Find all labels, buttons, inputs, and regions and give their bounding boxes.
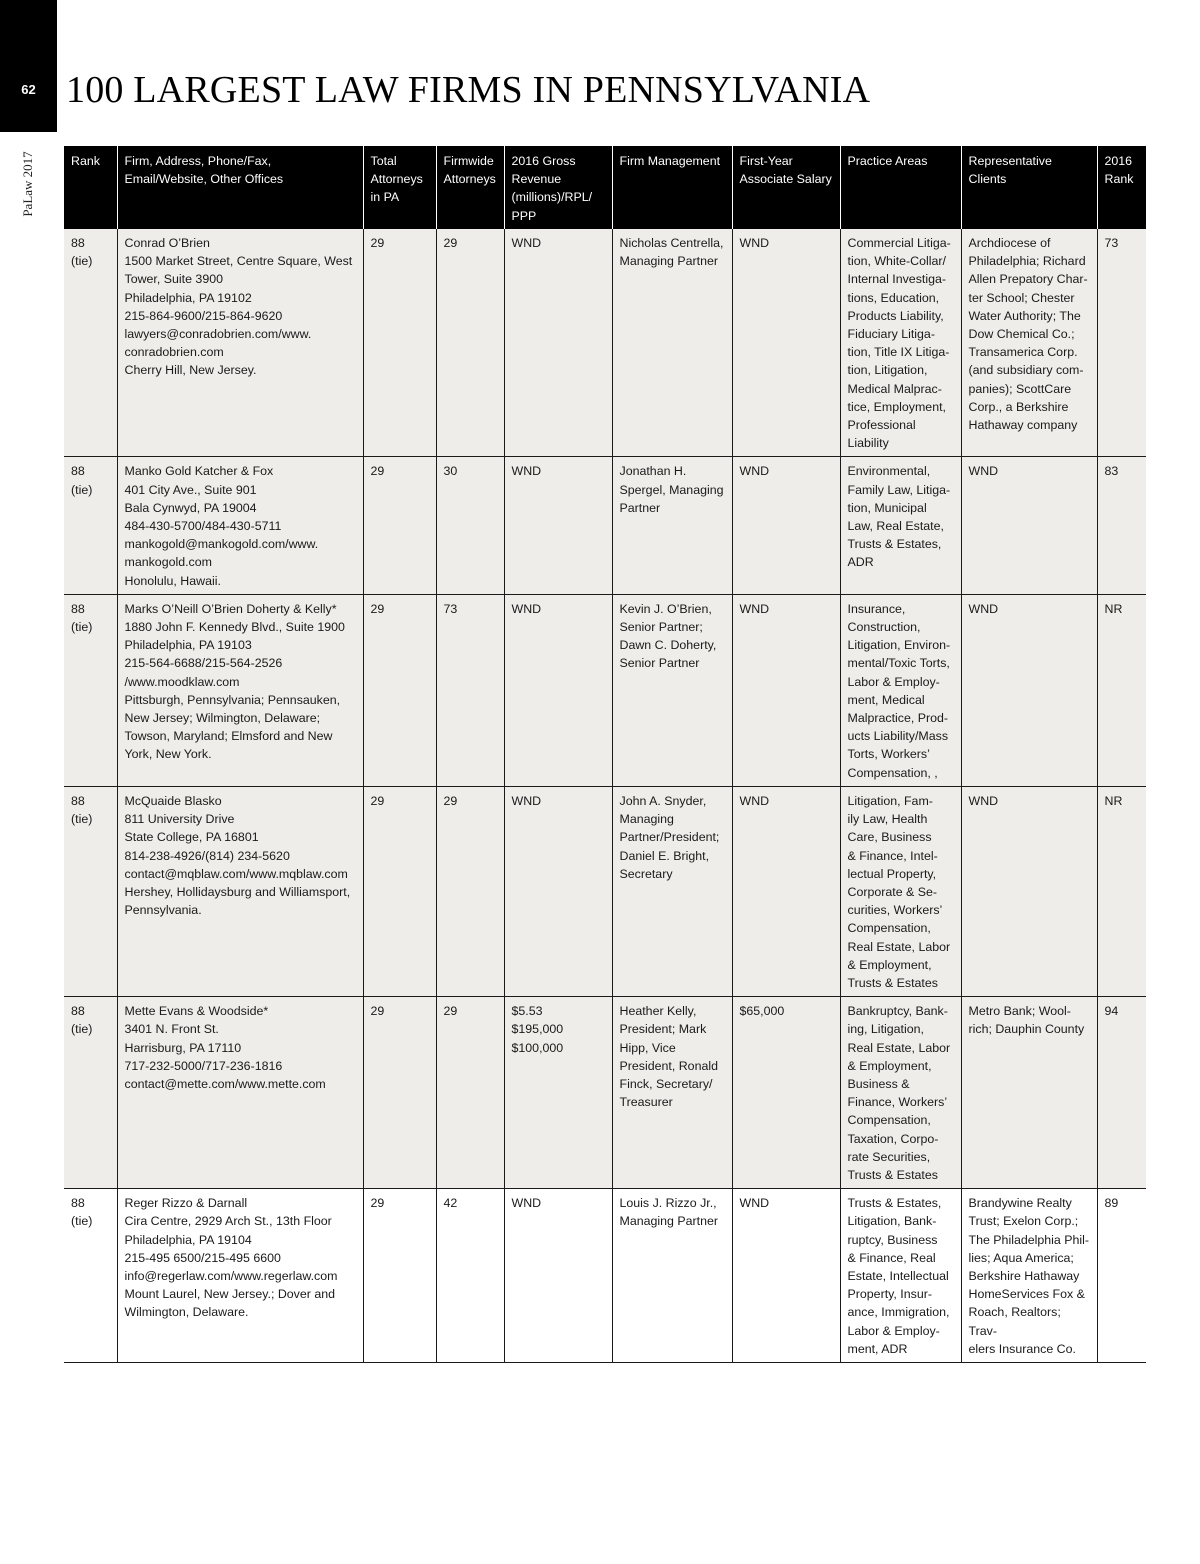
cell-rank: 88 (tie)	[64, 1189, 117, 1363]
cell-total-attorneys: 29	[363, 997, 436, 1189]
cell-practice-areas: Insurance, Construction, Litigation, Environ- mental/Toxic Torts, Labor & Employ- ment, Medical Malpractice, Prod- ucts Liability/Mass Torts, Workers’ Compensation, ,	[840, 594, 961, 786]
cell-firmwide-attorneys: 29	[436, 997, 504, 1189]
cell-total-attorneys: 29	[363, 229, 436, 457]
cell-associate-salary: WND	[732, 594, 840, 786]
page-number-tab	[0, 0, 57, 132]
cell-2016-rank: 94	[1097, 997, 1146, 1189]
cell-gross-revenue: WND	[504, 786, 612, 996]
cell-firmwide-attorneys: 29	[436, 229, 504, 457]
cell-firm: McQuaide Blasko 811 University Drive State College, PA 16801 814-238-4926/(814) 234-5620 contact@mqblaw.com/www.mqblaw.com Hershey, Hollidaysburg and Williamsport, Pennsylvania.	[117, 786, 363, 996]
page-title: 100 LARGEST LAW FIRMS IN PENNSYLVANIA	[66, 69, 871, 111]
publication-side-label: PaLaw 2017	[20, 151, 35, 217]
law-firms-table	[64, 146, 1146, 1363]
table-row	[64, 457, 1146, 594]
cell-firm: Marks O’Neill O’Brien Doherty & Kelly* 1880 John F. Kennedy Blvd., Suite 1900 Philadelphia, PA 19103 215-564-6688/215-564-2526 /www.moodklaw.com Pittsburgh, Pennsylvania; Pennsauken, New Jersey; Wilmington, Delaware; Towson, Maryland; Elmsford and New York, New York.	[117, 594, 363, 786]
cell-total-attorneys: 29	[363, 786, 436, 996]
header-practice-areas: Practice Areas	[840, 146, 961, 229]
cell-total-attorneys: 29	[363, 457, 436, 594]
cell-rank: 88 (tie)	[64, 457, 117, 594]
cell-practice-areas: Bankruptcy, Bank- ing, Litigation, Real Estate, Labor & Employment, Business & Finance, Workers’ Compensation, Taxation, Corpo- rate Securities, Trusts & Estates	[840, 997, 961, 1189]
header-rank: Rank	[64, 146, 117, 229]
cell-representative-clients: WND	[961, 594, 1097, 786]
cell-firmwide-attorneys: 29	[436, 786, 504, 996]
cell-2016-rank: 73	[1097, 229, 1146, 457]
cell-associate-salary: $65,000	[732, 997, 840, 1189]
header-firm: Firm, Address, Phone/Fax, Email/Website, Other Offices	[117, 146, 363, 229]
table-header-row	[64, 146, 1146, 229]
cell-firm-management: Nicholas Centrella, Managing Partner	[612, 229, 732, 457]
cell-representative-clients: WND	[961, 457, 1097, 594]
cell-gross-revenue: WND	[504, 594, 612, 786]
header-representative-clients: Representative Clients	[961, 146, 1097, 229]
cell-practice-areas: Litigation, Fam- ily Law, Health Care, Business & Finance, Intel- lectual Property, Corporate & Se- curities, Workers’ Compensation, Real Estate, Labor & Employment, Trusts & Estates	[840, 786, 961, 996]
cell-firm-management: Kevin J. O’Brien, Senior Partner; Dawn C. Doherty, Senior Partner	[612, 594, 732, 786]
cell-2016-rank: 89	[1097, 1189, 1146, 1363]
cell-firm: Manko Gold Katcher & Fox 401 City Ave., Suite 901 Bala Cynwyd, PA 19004 484-430-5700/484-430-5711 mankogold@mankogold.com/www. mankogold.com Honolulu, Hawaii.	[117, 457, 363, 594]
cell-gross-revenue: WND	[504, 229, 612, 457]
cell-associate-salary: WND	[732, 457, 840, 594]
cell-gross-revenue: WND	[504, 457, 612, 594]
cell-rank: 88 (tie)	[64, 997, 117, 1189]
cell-representative-clients: Metro Bank; Wool- rich; Dauphin County	[961, 997, 1097, 1189]
cell-gross-revenue: $5.53 $195,000 $100,000	[504, 997, 612, 1189]
cell-firm-management: Jonathan H. Spergel, Managing Partner	[612, 457, 732, 594]
cell-practice-areas: Environmental, Family Law, Litiga- tion, Municipal Law, Real Estate, Trusts & Estates, ADR	[840, 457, 961, 594]
cell-firm-management: John A. Snyder, Managing Partner/President; Daniel E. Bright, Secretary	[612, 786, 732, 996]
cell-associate-salary: WND	[732, 786, 840, 996]
table-row	[64, 229, 1146, 457]
page-number: 62	[21, 82, 36, 97]
cell-firmwide-attorneys: 73	[436, 594, 504, 786]
cell-representative-clients: Archdiocese of Philadelphia; Richard Allen Prepatory Char- ter School; Chester Water Authority; The Dow Chemical Co.; Transamerica Corp. (and subsidiary com- panies); ScottCare Corp., a Berkshire Hathaway company	[961, 229, 1097, 457]
cell-gross-revenue: WND	[504, 1189, 612, 1363]
cell-firmwide-attorneys: 42	[436, 1189, 504, 1363]
table-row	[64, 594, 1146, 786]
cell-2016-rank: 83	[1097, 457, 1146, 594]
table-row	[64, 786, 1146, 996]
cell-firm: Conrad O’Brien 1500 Market Street, Centre Square, West Tower, Suite 3900 Philadelphia, PA 19102 215-864-9600/215-864-9620 lawyers@conradobrien.com/www. conradobrien.com Cherry Hill, New Jersey.	[117, 229, 363, 457]
cell-firmwide-attorneys: 30	[436, 457, 504, 594]
header-associate-salary: First-Year Associate Salary	[732, 146, 840, 229]
cell-representative-clients: WND	[961, 786, 1097, 996]
header-firm-management: Firm Management	[612, 146, 732, 229]
cell-firm-management: Heather Kelly, President; Mark Hipp, Vice President, Ronald Finck, Secretary/ Treasurer	[612, 997, 732, 1189]
header-2016-rank: 2016 Rank	[1097, 146, 1146, 229]
cell-rank: 88 (tie)	[64, 786, 117, 996]
cell-2016-rank: NR	[1097, 786, 1146, 996]
cell-2016-rank: NR	[1097, 594, 1146, 786]
cell-firm-management: Louis J. Rizzo Jr., Managing Partner	[612, 1189, 732, 1363]
cell-total-attorneys: 29	[363, 594, 436, 786]
cell-firm: Mette Evans & Woodside* 3401 N. Front St. Harrisburg, PA 17110 717-232-5000/717-236-1816 contact@mette.com/www.mette.com	[117, 997, 363, 1189]
header-firmwide-attorneys: Firmwide Attorneys	[436, 146, 504, 229]
cell-practice-areas: Trusts & Estates, Litigation, Bank- ruptcy, Business & Finance, Real Estate, Intellectual Property, Insur- ance, Immigration, Labor & Employ- ment, ADR	[840, 1189, 961, 1363]
table-row	[64, 997, 1146, 1189]
cell-firm: Reger Rizzo & Darnall Cira Centre, 2929 Arch St., 13th Floor Philadelphia, PA 19104 215-495 6500/215-495 6600 info@regerlaw.com/www.regerlaw.com Mount Laurel, New Jersey.; Dover and Wilmington, Delaware.	[117, 1189, 363, 1363]
header-total-attorneys: Total Attorneys in PA	[363, 146, 436, 229]
header-gross-revenue: 2016 Gross Revenue (millions)/RPL/ PPP	[504, 146, 612, 229]
cell-associate-salary: WND	[732, 229, 840, 457]
cell-associate-salary: WND	[732, 1189, 840, 1363]
cell-total-attorneys: 29	[363, 1189, 436, 1363]
cell-rank: 88 (tie)	[64, 229, 117, 457]
cell-practice-areas: Commercial Litiga- tion, White-Collar/ Internal Investiga- tions, Education, Products Liability, Fiduciary Litiga- tion, Title IX Litiga- tion, Litigation, Medical Malprac- tice, Employment, Professional Liability	[840, 229, 961, 457]
cell-representative-clients: Brandywine Realty Trust; Exelon Corp.; The Philadelphia Phil- lies; Aqua America; Berkshire Hathaway HomeServices Fox & Roach, Realtors; Trav- elers Insurance Co.	[961, 1189, 1097, 1363]
table-row	[64, 1189, 1146, 1363]
cell-rank: 88 (tie)	[64, 594, 117, 786]
